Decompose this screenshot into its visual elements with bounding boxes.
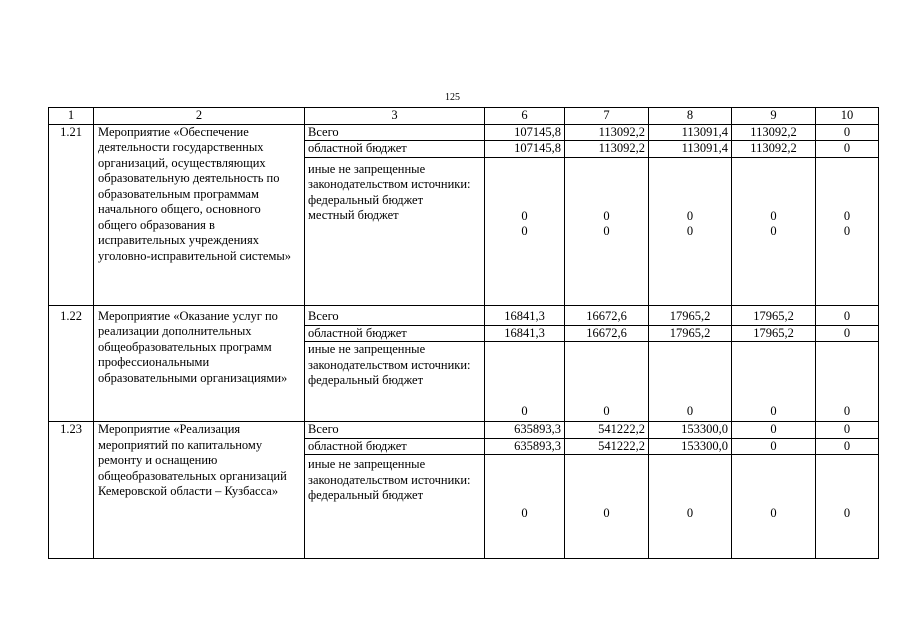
- value-cell: 113092,2: [565, 124, 649, 141]
- value-cell: 107145,8: [485, 124, 565, 141]
- value-cell: [649, 157, 732, 305]
- value-cell: 0: [816, 342, 879, 422]
- value-cell: 0: [816, 455, 879, 559]
- table-row: [49, 422, 879, 439]
- value-cell: 17965,2: [732, 305, 816, 325]
- federal-label: федеральный бюджет: [308, 373, 424, 387]
- value-cell: 17965,2: [649, 325, 732, 342]
- budget-table: [48, 107, 879, 559]
- federal-value: 0: [770, 208, 777, 223]
- other-sources-label: иные не запрещенные законодательством источники:: [308, 457, 471, 487]
- table-row: [49, 124, 879, 141]
- value-cell: 113091,4: [649, 124, 732, 141]
- source-label: областной бюджет: [305, 325, 485, 342]
- value-cell: 153300,0: [649, 422, 732, 439]
- table-row: [49, 305, 879, 325]
- source-group: [305, 342, 485, 422]
- local-label: местный бюджет: [308, 208, 399, 222]
- value-cell: 107145,8: [485, 141, 565, 158]
- header-cell: 9: [732, 108, 816, 125]
- row-title: Мероприятие «Обеспечение деятельности государственных организаций, осуществляющих образовательную деятельность по образовательным программам начального общего, основного общего образования в исправительных учреждениях уголовно-исправительной системы»: [94, 124, 305, 305]
- header-row: [49, 108, 879, 125]
- value-cell: 16672,6: [565, 305, 649, 325]
- local-value: 0: [521, 224, 528, 238]
- value-cell: 153300,0: [649, 438, 732, 455]
- federal-label: федеральный бюджет: [308, 192, 424, 207]
- local-value: 0: [603, 224, 610, 238]
- value-cell: 0: [816, 438, 879, 455]
- value-cell: 0: [732, 342, 816, 422]
- local-value: 0: [686, 224, 694, 238]
- row-id: 1.22: [49, 305, 94, 422]
- value-cell: [816, 157, 879, 305]
- value-cell: 17965,2: [732, 325, 816, 342]
- value-cell: [732, 157, 816, 305]
- local-value: 0: [770, 224, 777, 238]
- local-value: 0: [843, 224, 851, 238]
- value-cell: 0: [816, 141, 879, 158]
- value-cell: [565, 157, 649, 305]
- value-cell: 16841,3: [485, 305, 565, 325]
- value-cell: 113091,4: [649, 141, 732, 158]
- source-group: [305, 157, 485, 305]
- header-cell: 2: [94, 108, 305, 125]
- row-id: 1.23: [49, 422, 94, 559]
- other-sources-label: иные не запрещенные законодательством источники:: [308, 342, 471, 372]
- federal-label: федеральный бюджет: [308, 488, 424, 502]
- value-cell: 541222,2: [565, 438, 649, 455]
- source-group: [305, 455, 485, 559]
- row-id: 1.21: [49, 124, 94, 305]
- value-cell: 0: [816, 422, 879, 439]
- row-title: Мероприятие «Оказание услуг по реализации дополнительных общеобразовательных программ профессиональными образовательными организациями»: [94, 305, 305, 422]
- value-cell: 0: [649, 455, 732, 559]
- value-cell: [485, 157, 565, 305]
- source-label: областной бюджет: [305, 141, 485, 158]
- value-cell: 0: [816, 305, 879, 325]
- value-cell: 0: [649, 342, 732, 422]
- value-cell: 0: [732, 422, 816, 439]
- header-cell: 3: [305, 108, 485, 125]
- value-cell: 0: [816, 325, 879, 342]
- value-cell: 0: [485, 342, 565, 422]
- header-cell: 10: [816, 108, 879, 125]
- page-number: 125: [445, 92, 460, 103]
- source-label: Всего: [305, 124, 485, 141]
- value-cell: 17965,2: [649, 305, 732, 325]
- value-cell: 0: [485, 455, 565, 559]
- source-label: областной бюджет: [305, 438, 485, 455]
- federal-value: 0: [521, 208, 528, 223]
- header-cell: 1: [49, 108, 94, 125]
- value-cell: 541222,2: [565, 422, 649, 439]
- value-cell: 0: [732, 438, 816, 455]
- value-cell: 635893,3: [485, 438, 565, 455]
- value-cell: 16672,6: [565, 325, 649, 342]
- value-cell: 0: [816, 124, 879, 141]
- federal-value: 0: [686, 208, 694, 223]
- row-title: Мероприятие «Реализация мероприятий по капитальному ремонту и оснащению общеобразовательных организаций Кемеровской области – Кузбасса»: [94, 422, 305, 559]
- value-cell: 113092,2: [732, 124, 816, 141]
- federal-value: 0: [603, 208, 610, 223]
- value-cell: 635893,3: [485, 422, 565, 439]
- other-sources-label: иные не запрещенные законодательством источники:: [308, 161, 471, 191]
- federal-value: 0: [843, 208, 851, 223]
- value-cell: 0: [565, 342, 649, 422]
- header-cell: 6: [485, 108, 565, 125]
- value-cell: 0: [565, 455, 649, 559]
- source-label: Всего: [305, 422, 485, 439]
- value-cell: 113092,2: [732, 141, 816, 158]
- value-cell: 0: [732, 455, 816, 559]
- source-label: Всего: [305, 305, 485, 325]
- value-cell: 113092,2: [565, 141, 649, 158]
- header-cell: 7: [565, 108, 649, 125]
- value-cell: 16841,3: [485, 325, 565, 342]
- header-cell: 8: [649, 108, 732, 125]
